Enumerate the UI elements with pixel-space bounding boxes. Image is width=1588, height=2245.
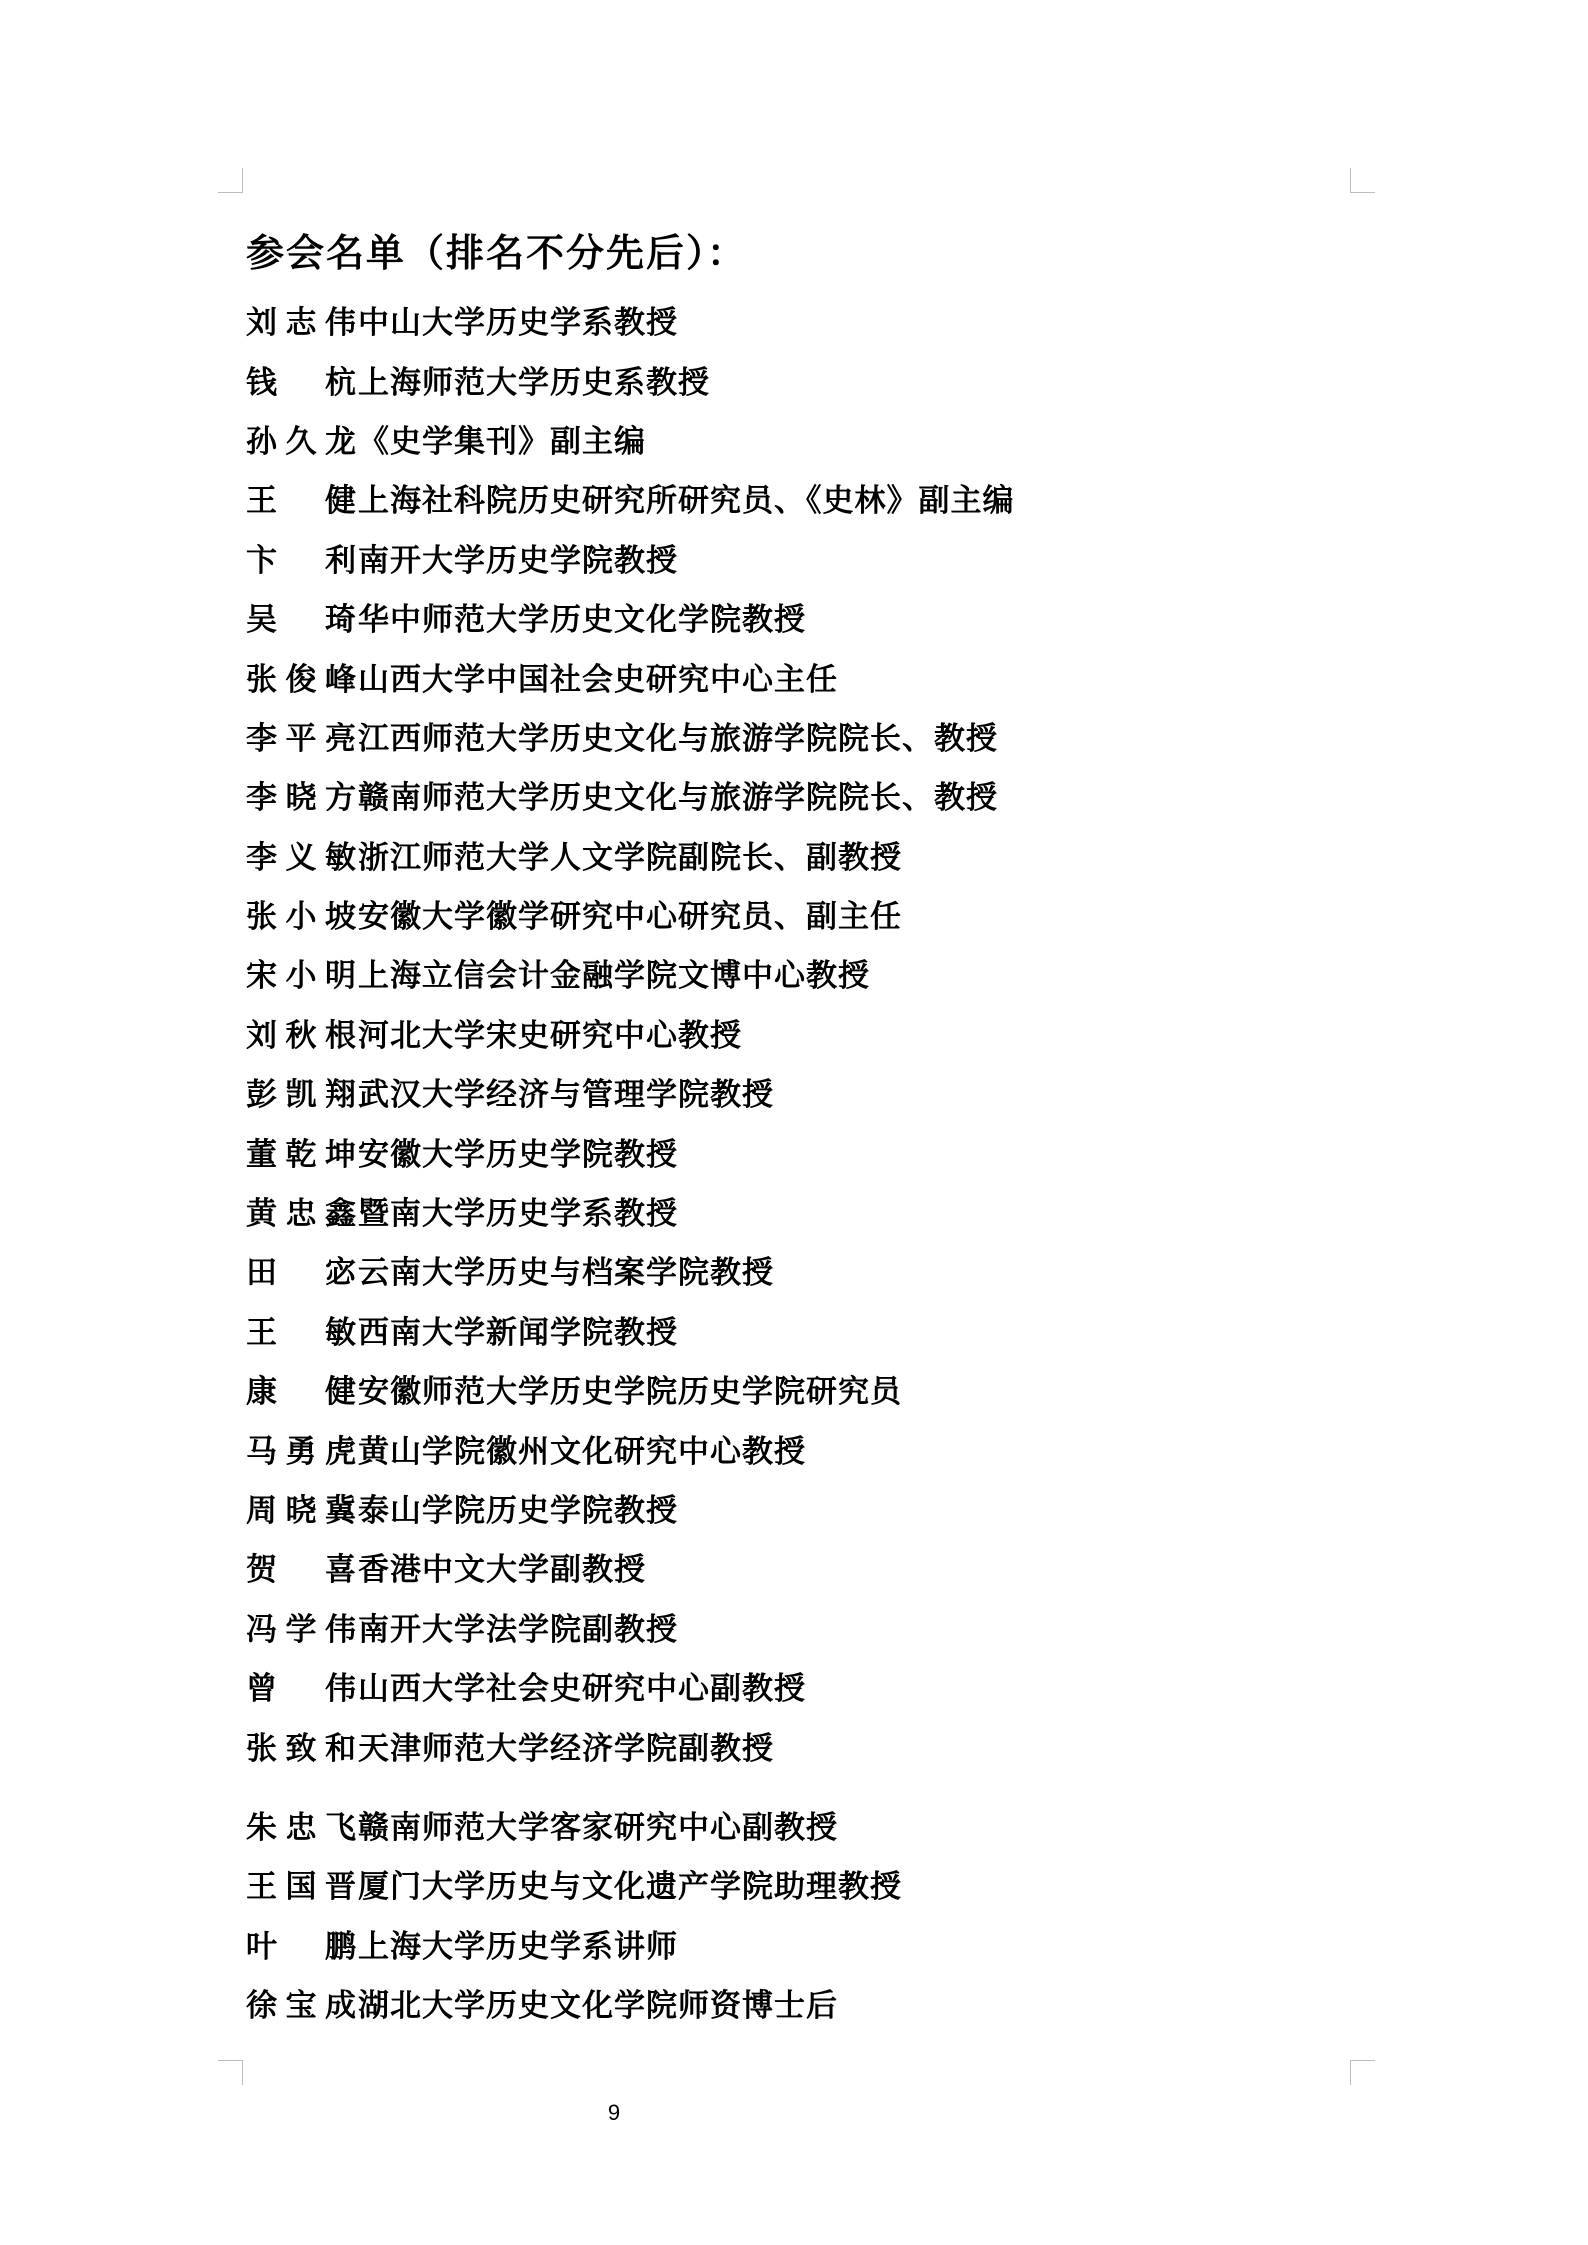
list-item xyxy=(246,1003,1015,1062)
list-item xyxy=(246,1418,1015,1477)
participant-title: 华中师范大学历史文化学院教授 xyxy=(358,602,806,639)
crop-mark-top-left xyxy=(218,168,243,193)
participant-title: 香港中文大学副教授 xyxy=(358,1552,646,1589)
participant-name: 张俊峰 xyxy=(246,661,356,698)
participant-name: 王国晋 xyxy=(246,1869,356,1906)
crop-mark-bottom-right xyxy=(1350,2060,1375,2085)
list-item xyxy=(246,646,1015,705)
participant-name: 叶 鹏 xyxy=(246,1928,356,1965)
list-item xyxy=(246,587,1015,646)
list-item xyxy=(246,349,1015,408)
list-item xyxy=(246,1121,1015,1180)
participant-title: 上海立信会计金融学院文博中心教授 xyxy=(358,958,870,995)
list-item xyxy=(246,706,1015,765)
participant-name: 王 健 xyxy=(246,483,356,520)
participant-name: 贺 喜 xyxy=(246,1552,356,1589)
list-item xyxy=(246,1062,1015,1121)
participant-name: 王 敏 xyxy=(246,1314,356,1351)
list-item xyxy=(246,1715,1015,1774)
crop-mark-bottom-left xyxy=(218,2060,243,2085)
list-item xyxy=(246,1854,1015,1913)
participant-name: 李晓方 xyxy=(246,780,356,817)
list-item xyxy=(246,1478,1015,1537)
participant-title: 安徽大学历史学院教授 xyxy=(358,1136,678,1173)
participant-name: 康 健 xyxy=(246,1374,356,1411)
participant-title: 湖北大学历史文化学院师资博士后 xyxy=(358,1988,838,2025)
list-item xyxy=(246,1537,1015,1596)
participant-title: 泰山学院历史学院教授 xyxy=(358,1493,678,1529)
participant-name: 冯学伟 xyxy=(246,1611,356,1648)
participant-name: 李平亮 xyxy=(246,720,356,757)
list-item xyxy=(246,1914,1015,1973)
participant-title: 《史学集刊》副主编 xyxy=(358,423,646,460)
crop-mark-top-right xyxy=(1350,168,1375,193)
participant-title: 安徽大学徽学研究中心研究员、副主任 xyxy=(358,899,902,936)
participant-title: 暨南大学历史学系教授 xyxy=(358,1196,678,1233)
participant-name: 黄忠鑫 xyxy=(246,1196,356,1233)
participant-title: 安徽师范大学历史学院历史学院研究员 xyxy=(358,1374,902,1411)
list-item xyxy=(246,765,1015,824)
participant-name: 宋小明 xyxy=(246,958,356,995)
participant-title: 山西大学社会史研究中心副教授 xyxy=(358,1671,806,1708)
participant-name: 田 宓 xyxy=(246,1255,356,1292)
participant-title: 江西师范大学历史文化与旅游学院院长、教授 xyxy=(358,720,998,757)
participant-name: 张小坡 xyxy=(246,899,356,936)
participant-name: 钱 杭 xyxy=(246,364,356,401)
page-title: 参会名单（排名不分先后）： xyxy=(246,230,748,275)
list-item xyxy=(246,943,1015,1002)
participant-name: 张致和 xyxy=(246,1730,356,1767)
participant-name: 董乾坤 xyxy=(246,1136,356,1173)
participant-title: 赣南师范大学客家研究中心副教授 xyxy=(358,1809,838,1846)
participant-title: 上海社科院历史研究所研究员、《史林》副主编 xyxy=(358,483,1015,520)
participant-name: 刘秋根 xyxy=(246,1017,356,1054)
participant-name: 周晓冀 xyxy=(246,1493,356,1529)
participant-name: 曾 伟 xyxy=(246,1671,356,1708)
participant-name: 徐宝成 xyxy=(246,1988,356,2025)
list-item xyxy=(246,409,1015,468)
list-item xyxy=(246,1795,1015,1854)
participant-name: 刘志伟 xyxy=(246,305,356,342)
list-item xyxy=(246,1300,1015,1359)
participant-title: 云南大学历史与档案学院教授 xyxy=(358,1255,774,1292)
participant-title: 黄山学院徽州文化研究中心教授 xyxy=(358,1433,806,1470)
participant-title: 赣南师范大学历史文化与旅游学院院长、教授 xyxy=(358,780,998,817)
participant-name: 朱忠飞 xyxy=(246,1809,356,1846)
list-item xyxy=(246,1656,1015,1715)
participant-name: 吴 琦 xyxy=(246,602,356,639)
participant-name: 李义敏 xyxy=(246,839,356,876)
list-item xyxy=(246,825,1015,884)
participant-title: 上海师范大学历史系教授 xyxy=(358,364,710,401)
participant-title: 中山大学历史学系教授 xyxy=(358,305,678,342)
participant-name: 马勇虎 xyxy=(246,1433,356,1470)
list-item xyxy=(246,1359,1015,1418)
list-item xyxy=(246,1597,1015,1656)
list-item xyxy=(246,468,1015,527)
participant-title: 南开大学历史学院教授 xyxy=(358,542,678,579)
page-number: 9 xyxy=(607,2100,621,2125)
participant-list xyxy=(246,290,1015,2032)
participant-title: 南开大学法学院副教授 xyxy=(358,1611,678,1648)
participant-title: 天津师范大学经济学院副教授 xyxy=(358,1730,774,1767)
list-item xyxy=(246,1240,1015,1299)
participant-title: 厦门大学历史与文化遗产学院助理教授 xyxy=(358,1869,902,1906)
participant-name: 孙久龙 xyxy=(246,423,356,460)
participant-name: 卞 利 xyxy=(246,542,356,579)
participant-title: 上海大学历史学系讲师 xyxy=(358,1928,678,1965)
list-item xyxy=(246,884,1015,943)
list-item xyxy=(246,528,1015,587)
participant-title: 武汉大学经济与管理学院教授 xyxy=(358,1077,774,1114)
list-item xyxy=(246,290,1015,349)
participant-title: 河北大学宋史研究中心教授 xyxy=(358,1017,742,1054)
list-item xyxy=(246,1973,1015,2032)
list-item xyxy=(246,1181,1015,1240)
participant-name: 彭凯翔 xyxy=(246,1077,356,1114)
participant-title: 浙江师范大学人文学院副院长、副教授 xyxy=(358,839,902,876)
participant-title: 山西大学中国社会史研究中心主任 xyxy=(358,661,838,698)
participant-title: 西南大学新闻学院教授 xyxy=(358,1314,678,1351)
